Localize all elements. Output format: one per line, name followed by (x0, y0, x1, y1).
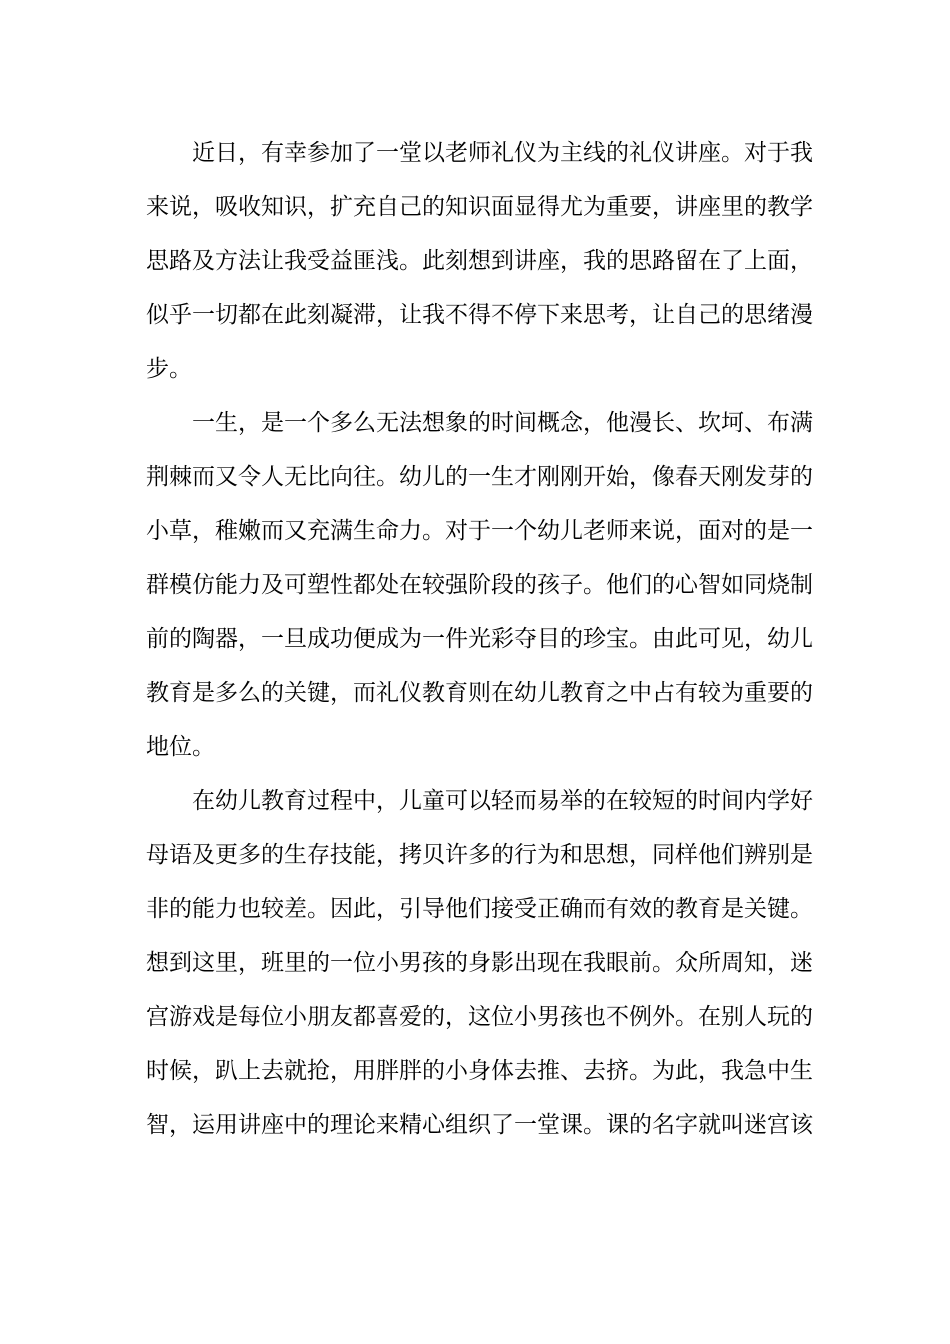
text-line: 思路及方法让我受益匪浅。此刻想到讲座，我的思路留在了上面， (146, 248, 813, 274)
paragraph-3 (146, 774, 813, 1152)
text-line: 来说，吸收知识，扩充自己的知识面显得尤为重要，讲座里的教学 (146, 194, 813, 220)
text-line: 智，运用讲座中的理论来精心组织了一堂课。课的名字就叫迷宫该 (146, 1112, 813, 1138)
text-line: 想到这里，班里的一位小男孩的身影出现在我眼前。众所周知，迷 (146, 950, 813, 976)
text-line: 小草，稚嫩而又充满生命力。对于一个幼儿老师来说，面对的是一 (146, 518, 813, 544)
document-body (146, 126, 813, 1152)
paragraph-1 (146, 126, 813, 396)
text-line: 在幼儿教育过程中，儿童可以轻而易举的在较短的时间内学好 (192, 788, 813, 814)
text-line: 群模仿能力及可塑性都处在较强阶段的孩子。他们的心智如同烧制 (146, 572, 813, 598)
text-line: 地位。 (146, 734, 215, 760)
text-line: 时候，趴上去就抢，用胖胖的小身体去推、去挤。为此，我急中生 (146, 1058, 813, 1084)
text-line: 非的能力也较差。因此，引导他们接受正确而有效的教育是关键。 (146, 896, 813, 922)
text-line: 似乎一切都在此刻凝滞，让我不得不停下来思考，让自己的思绪漫 (146, 302, 813, 328)
text-line: 步。 (146, 356, 192, 382)
text-line: 前的陶器，一旦成功便成为一件光彩夺目的珍宝。由此可见，幼儿 (146, 626, 813, 652)
text-line: 一生，是一个多么无法想象的时间概念，他漫长、坎坷、布满 (192, 410, 813, 436)
text-line: 近日，有幸参加了一堂以老师礼仪为主线的礼仪讲座。对于我 (192, 140, 813, 166)
paragraph-2 (146, 396, 813, 774)
text-line: 荆棘而又令人无比向往。幼儿的一生才刚刚开始，像春天刚发芽的 (146, 464, 813, 490)
text-line: 教育是多么的关键，而礼仪教育则在幼儿教育之中占有较为重要的 (146, 680, 813, 706)
text-line: 母语及更多的生存技能，拷贝许多的行为和思想，同样他们辨别是 (146, 842, 813, 868)
text-line: 宫游戏是每位小朋友都喜爱的，这位小男孩也不例外。在别人玩的 (146, 1004, 813, 1030)
